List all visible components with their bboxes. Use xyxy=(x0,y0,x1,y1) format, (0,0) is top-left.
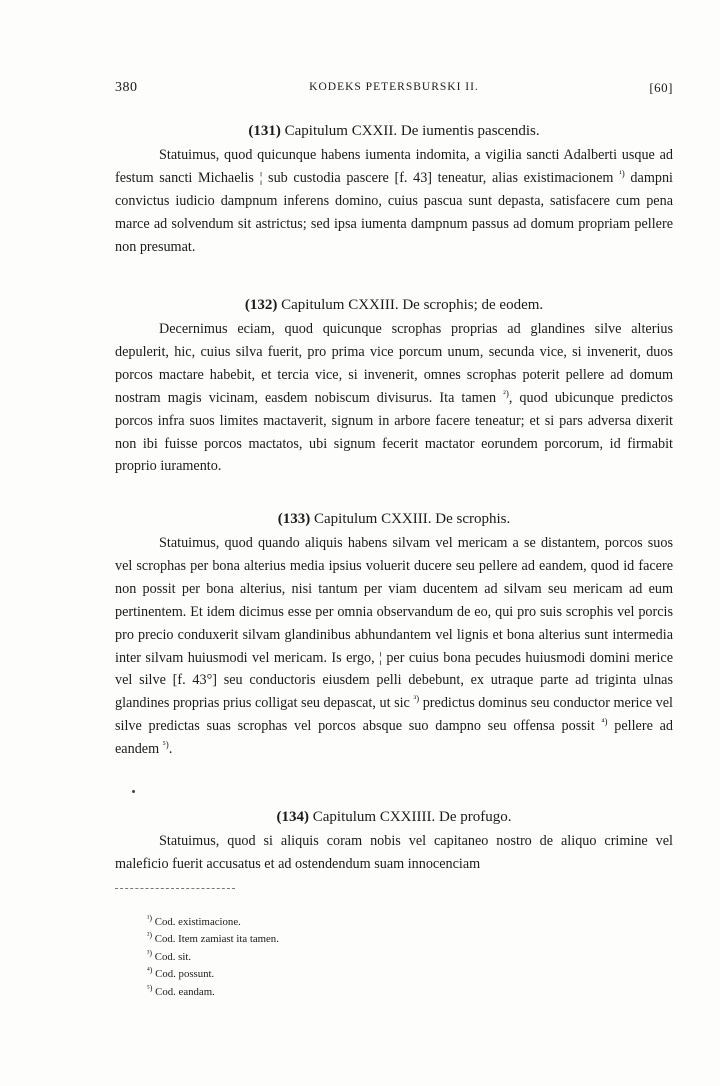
footnote: $^{^2)}$ Cod. Item zamiast ita tamen. xyxy=(147,930,279,946)
footnotes xyxy=(147,914,547,1001)
chapter-132 xyxy=(115,292,673,478)
footnote-ref: ²) xyxy=(503,387,509,398)
running-title: KODEKS PETERSBURSKI II. xyxy=(309,81,479,93)
chapter-text: Decernimus eciam, quod quicunque scrophas proprias ad glandines silve alterius depulerit, hic, cuius silva fuerit, pro prima vice porcum unum, secunda vice, si invenerit, duos porcos mactare habebit, et tercia vice, si invenerit, omnes scrophas poterit pellere ad domum nostram magis vicinam, easdem nobiscum divisurus. Ita tamen $^{^2)}$, quod ubicunque predictos porcos infra suos limites mactaverit, signum in arbore facere teneatur; et si pars adversa dixerit non ibi fuisse porcos mactatos, ubi signum fecerit mactator eorundem porcorum, id firmabit proprio iuramento. xyxy=(115,321,673,475)
footnote-separator xyxy=(115,888,235,889)
footnote-ref: ⁵) xyxy=(162,739,169,750)
footnote-ref: ³) xyxy=(413,693,420,704)
chapter-133 xyxy=(115,506,673,761)
folio-reference: [60] xyxy=(649,80,673,95)
chapter-text: Statuimus, quod quando aliquis habens silvam vel mericam a se distantem, porcos suos vel scrophas per bona alterius media ipsius voluerit ducere seu pellere ad eandem, quod id facere non possit per bona alterius, nisi tantum per viam ducentem ad silvam seu mericam ad eum pertinentem. Et idem dicimus esse per omnia observandum de eo, qui pro suis scrophis vel porcis pro precio conduxerit silvam glandinibus abhundantem vel lignis et bona alterius sunt intermedia inter silvam huiusmodi vel mericam. Is ergo, ¦ per cuius bona pecudes huiusmodi domini merice vel silve [f. 43°] seu conductoris eiusdem pelli debebunt, ex utraque parte ad triginta ulnas glandines proprias prius colligat seu depascat, ut sic $^{^3)}$ predictus dominus seu conductor merice vel silve predictas suas scrophas vel porcos absque suo dampno seu offensa possit $^{^4)}$ pellere ad eandem $^{^5)}$. xyxy=(115,535,674,758)
chapter-title: Capitulum CXXIII. De scrophis; de eodem. xyxy=(281,297,544,313)
footnote: $^{^4)}$ Cod. possunt. xyxy=(147,965,215,981)
chapter-heading xyxy=(115,506,673,532)
chapter-title: Capitulum CXXII. De iumentis pascendis. xyxy=(284,123,540,139)
chapter-text: Statuimus, quod si aliquis coram nobis vel capitaneo nostro de aliquo crimine vel maleficio fuerit accusatus et ad ostendendum suam innocenciam xyxy=(115,833,673,872)
chapter-number: (133) xyxy=(277,511,311,527)
chapter-134 xyxy=(115,804,673,876)
chapter-131 xyxy=(115,118,673,259)
footnote: $^{^1)}$ Cod. existimacione. xyxy=(147,913,241,928)
chapter-title: Capitulum CXXIII. De scrophis. xyxy=(314,511,511,527)
ink-speck xyxy=(132,790,135,793)
chapter-heading xyxy=(115,118,673,144)
chapter-title: Capitulum CXXIIII. De profugo. xyxy=(312,809,512,825)
footnote-ref: ¹) xyxy=(619,168,625,179)
footnote: $^{^5)}$ Cod. eandam. xyxy=(147,983,215,998)
chapter-number: (131) xyxy=(248,123,281,139)
chapter-heading xyxy=(115,292,673,318)
footnote: $^{^3)}$ Cod. sit. xyxy=(147,948,192,963)
page-number: 380 xyxy=(115,80,138,95)
running-header xyxy=(115,80,673,102)
chapter-text: Statuimus, quod quicunque habens iumenta indomita, a vigilia sancti Adalberti usque ad festum sancti Michaelis ¦ sub custodia pascere [f. 43] teneatur, alias existimacionem $^{^1)}$ dampni convictus iudicio dampnum inferens domino, cuius pascua sunt depasta, satisfacere cum pena marce ad solvendum sit astrictus; sed ipsa iumenta dampnum passus ad domum propriam pellere non presumat. xyxy=(115,147,673,255)
chapter-heading xyxy=(115,804,673,830)
footnote-ref: ⁴) xyxy=(601,716,608,727)
chapter-number: (132) xyxy=(244,297,278,313)
chapter-number: (134) xyxy=(276,809,310,825)
